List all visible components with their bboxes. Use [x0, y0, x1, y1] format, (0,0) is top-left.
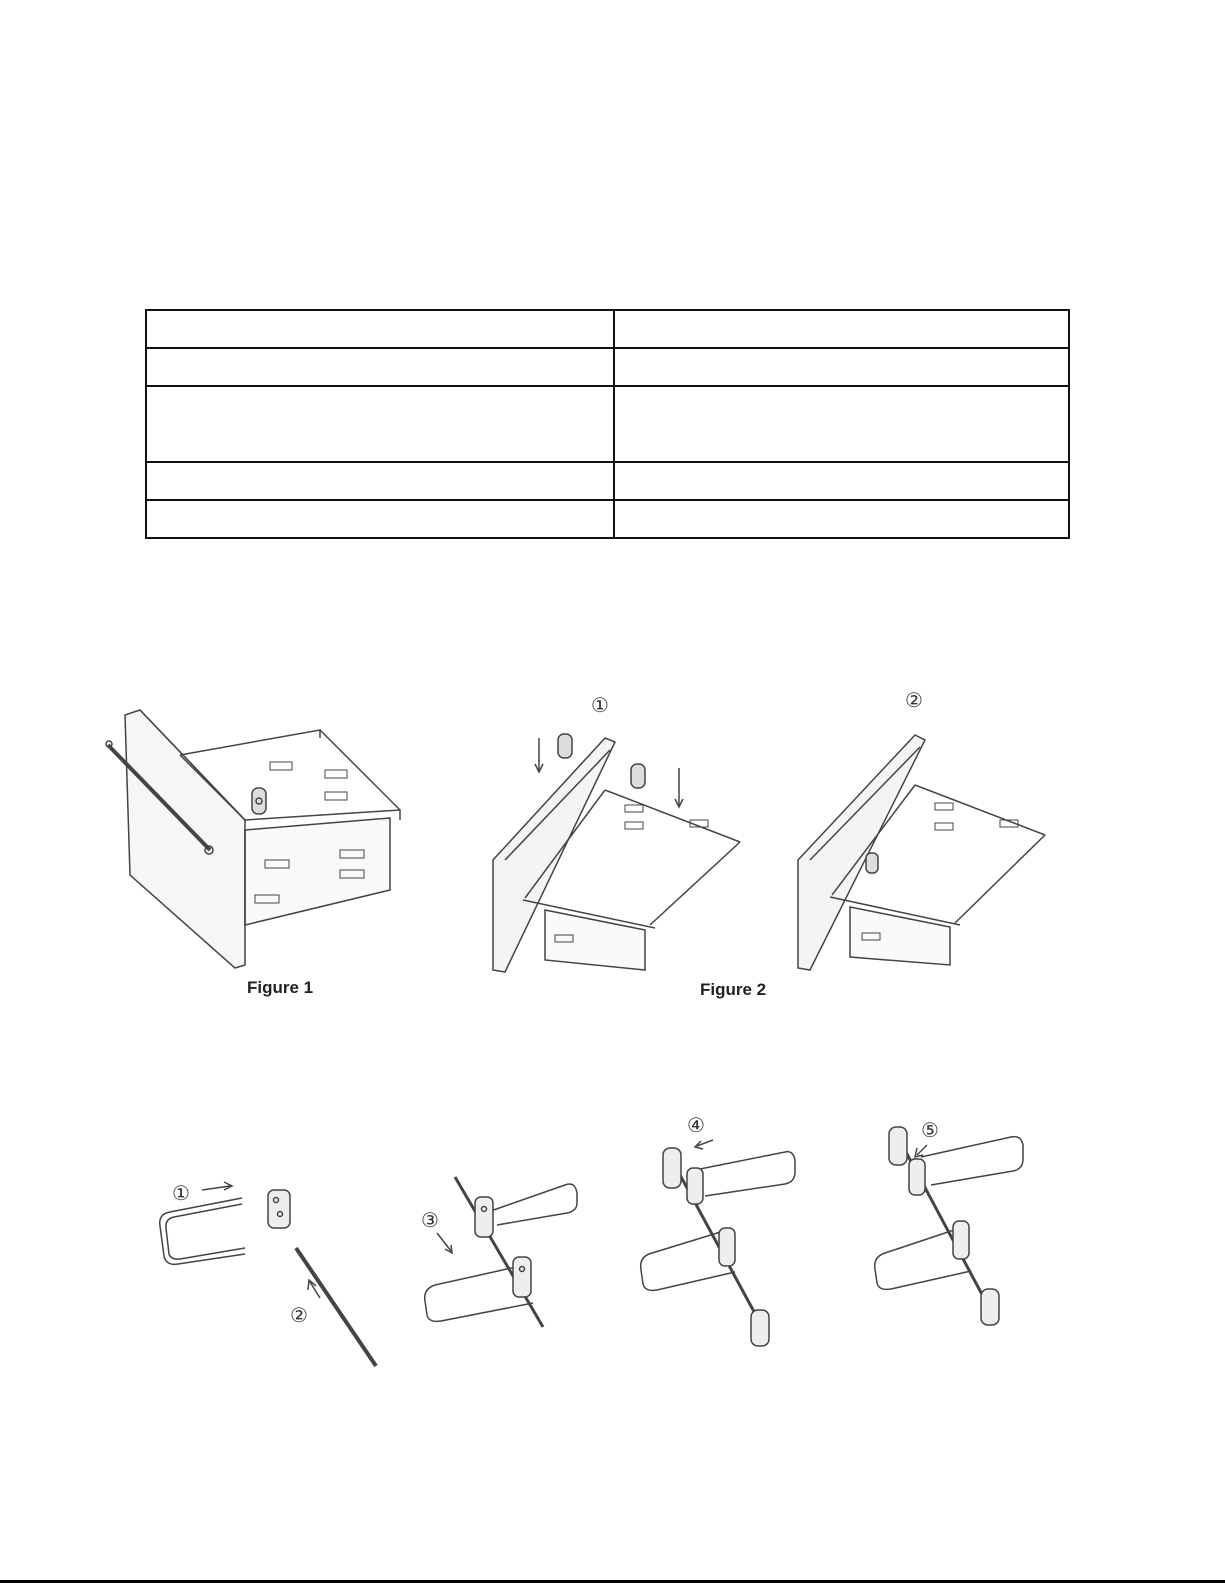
figure1-caption: Figure 1	[247, 978, 314, 997]
table-cell	[614, 386, 1069, 462]
table-cell	[146, 386, 614, 462]
figure2-step1-marker: ①	[591, 693, 609, 717]
table-cell	[614, 500, 1069, 538]
table-cell	[614, 462, 1069, 500]
assembly-step-a-illustration	[150, 1170, 400, 1380]
assembly-step-c-illustration	[635, 1110, 805, 1345]
table-row	[146, 310, 1069, 348]
figure2-step2-marker: ②	[905, 688, 923, 712]
table-cell	[146, 500, 614, 538]
table-cell	[146, 348, 614, 386]
assembly-step-b-illustration	[415, 1165, 590, 1340]
spec-table	[145, 309, 1070, 539]
table-cell	[614, 348, 1069, 386]
assembly-step5-marker: ⑤	[921, 1118, 939, 1142]
table-row	[146, 348, 1069, 386]
table-row	[146, 500, 1069, 538]
figure2-step2-illustration	[790, 685, 1070, 980]
figure2-caption: Figure 2	[700, 980, 767, 999]
assembly-step3-marker: ③	[421, 1208, 439, 1232]
table-row	[146, 462, 1069, 500]
page-bottom-rule	[0, 1580, 1225, 1583]
figure2-step1-illustration	[485, 690, 775, 980]
assembly-step2-marker: ②	[290, 1303, 308, 1327]
figure1-drawer-illustration	[100, 700, 420, 980]
assembly-step4-marker: ④	[687, 1113, 705, 1137]
table-cell	[146, 310, 614, 348]
table-row	[146, 386, 1069, 462]
assembly-step-d-illustration	[865, 1115, 1035, 1340]
assembly-step1-marker: ①	[172, 1181, 190, 1205]
table-cell	[146, 462, 614, 500]
table-cell	[614, 310, 1069, 348]
